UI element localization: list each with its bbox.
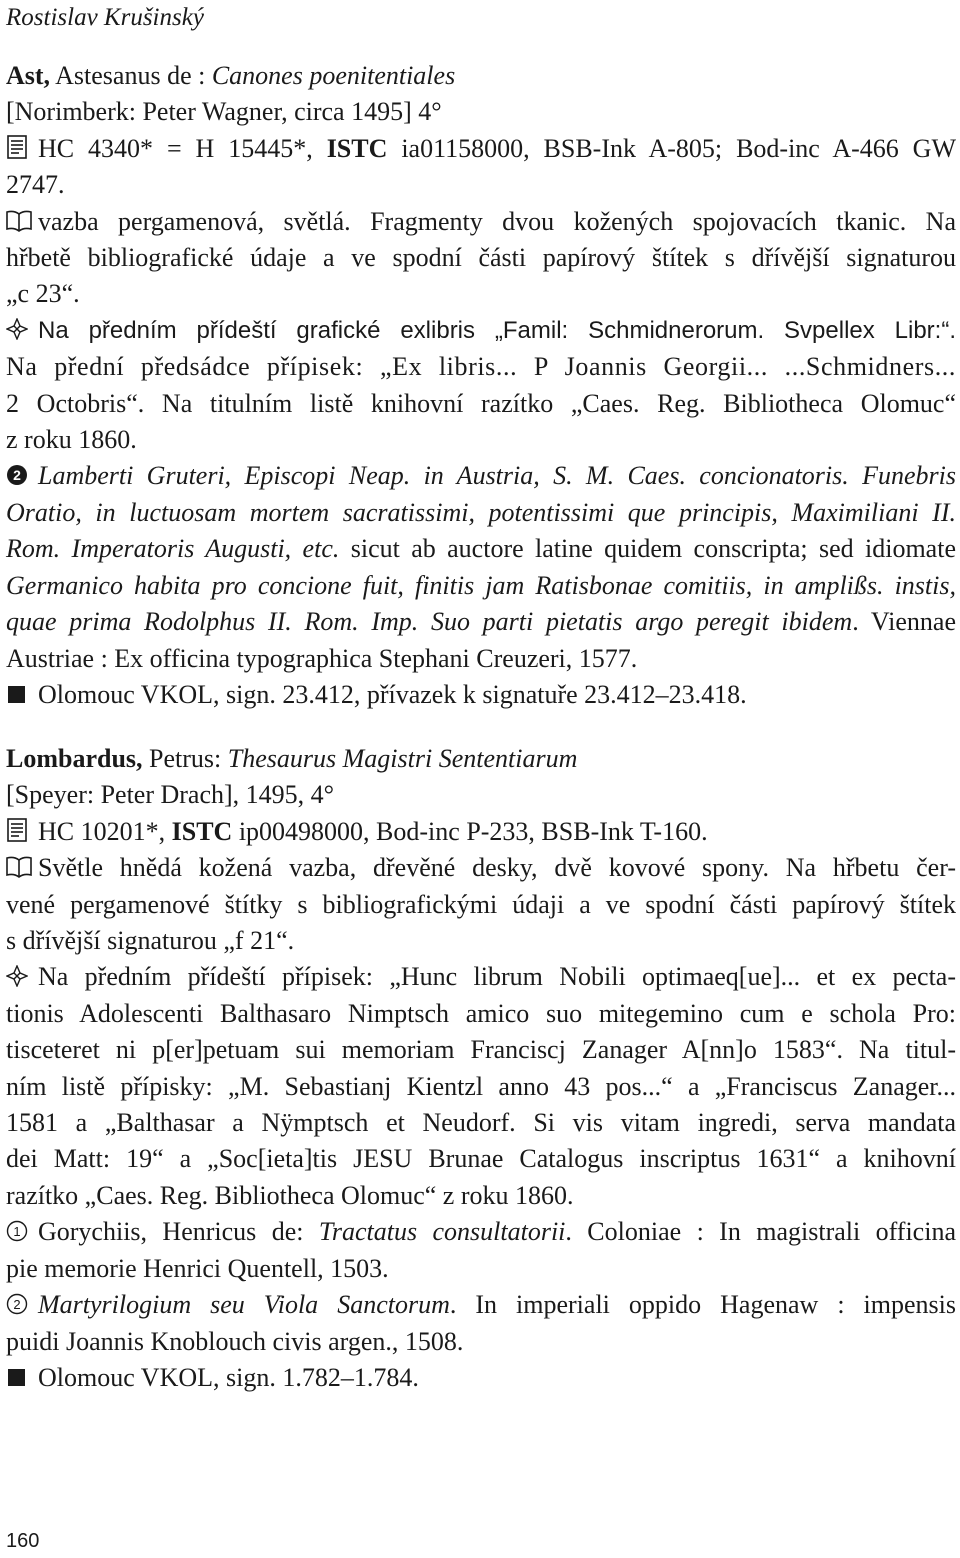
convolute-line: quae prima Rodolphus II. Rom. Imp. Suo parti pietatis argo peregit ibidem. Viennae [6,607,956,637]
shelfmark-line: Olomouc VKOL, sign. 23.412, přívazek k signatuře 23.412–23.418. [6,677,956,713]
entry-author: Ast, [6,61,51,90]
convolute-line: pie memorie Henrici Quentell, 1503. [6,1253,389,1283]
entry-heading: Ast, Astesanus de : Canones poenitentiales [6,61,456,90]
circled-digit-two-outline-icon [6,1293,32,1315]
catalog-entry-lombardus [6,741,956,1396]
entry-author: Lombardus, [6,744,143,773]
running-header-author: Rostislav Krušinský [6,4,204,31]
binding-line: vazba pergamenová, světlá. Fragmenty dvou kožených spojovacích tkanic. Na [6,204,956,240]
binding-line: Světle hnědá kožená vazba, dřevěné desky, dvě kovové spony. Na hřbetu čer- [6,850,956,886]
open-book-icon [6,210,32,232]
bibliography-line: HC 4340* = H 15445*, ISTC ia01158000, BSB-Ink A-805; Bod-inc A-466 GW [6,131,956,167]
provenance-line: ním listě přípisky: „M. Sebastianj Kientzl anno 43 pos...“ a „Franciscus Zanager... [6,1071,956,1101]
convolute-line: 2 Martyrilogium seu Viola Sanctorum. In imperiali oppido Hagenaw : impensis [6,1287,956,1323]
entry-heading: Lombardus, Petrus: Thesaurus Magistri Sententiarum [6,744,578,773]
provenance-line: Na přední předsádce přípisek: „Ex libris... P Joannis Georgii... ...Schmidners... [6,352,956,382]
shelfmark-line: Olomouc VKOL, sign. 1.782–1.784. [6,1360,956,1396]
provenance-line: 1581 a „Balthasar a Nÿmptsch et Neudorf. Si vis vitam ingredi, serva mandata [6,1108,956,1138]
circled-digit-two-icon [6,464,32,486]
convolute-line: Germanico habita pro concione fuit, finitis jam Ratisbonae comitiis, in amplißs. instis, [6,570,956,600]
provenance-line: dei Matt: 19“ a „Soc[ieta]tis JESU Brunae Catalogus inscriptus 1631“ a knihovní [6,1144,956,1174]
black-square-icon [6,1366,32,1388]
page-number: 160 [6,1530,40,1552]
open-book-icon [6,856,32,878]
svg-text:1: 1 [13,1224,21,1240]
entry-title: Tractatus consultatorii [318,1217,566,1247]
provenance-line: Na předním přídeští přípisek: „Hunc librum Nobili optimaeq[ue]... et ex pecta- [6,959,956,995]
diamond-ornament-icon [6,318,32,340]
imprint-line: [Speyer: Peter Drach], 1495, 4° [6,780,335,810]
svg-text:2: 2 [13,1297,21,1313]
provenance-line: tionis Adolescenti Balthasaro Nimptsch amico suo mitegemino cum e schola Pro: [6,998,956,1028]
binding-line: hřbetě bibliografické údaje a ve spodní části papírový štítek s dřívější signaturou [6,243,956,273]
provenance-line: Na předním přídeští grafické exlibris „Famil: Schmidnerorum. Svpellex Libr:“. [6,313,956,349]
provenance-line: tisceteret ni p[er]petuam sui memoriam Franciscj Zanager A[nn]o 1583“. Na titul- [6,1035,956,1065]
diamond-ornament-icon [6,965,32,987]
binding-line: s dřívější signaturou „f 21“. [6,926,295,956]
binding-line: vené pergamenové štítky s bibliografickými údaji a ve spodní části papírový štítek [6,889,956,919]
convolute-line: puidi Joannis Knoblouch civis argen., 1508. [6,1326,464,1356]
bibliography-line-end: 2747. [6,170,65,200]
provenance-line: 2 Octobris“. Na titulním listě knihovní razítko „Caes. Reg. Bibliotheca Olomuc“ [6,388,956,418]
convolute-line: 1 Gorychiis, Henricus de: Tractatus consultatorii. Coloniae : In magistrali officina [6,1214,956,1250]
provenance-line: razítko „Caes. Reg. Bibliotheca Olomuc“ z roku 1860. [6,1180,574,1210]
black-square-icon [6,683,32,705]
svg-text:2: 2 [13,467,21,484]
bibliography-icon [6,818,32,842]
catalog-entry-ast [6,58,956,713]
entry-title: Canones poenitentiales [211,61,456,90]
imprint-line: [Norimberk: Peter Wagner, circa 1495] 4° [6,97,442,127]
convolute-line: 2 Lamberti Gruteri, Episcopi Neap. in Austria, S. M. Caes. concionatoris. Funebris [6,458,956,494]
convolute-line: Austriae : Ex officina typographica Stephani Creuzeri, 1577. [6,643,638,673]
binding-line: „c 23“. [6,279,80,309]
provenance-line: z roku 1860. [6,425,137,455]
bibliography-line: HC 10201*, ISTC ip00498000, Bod-inc P-233, BSB-Ink T-160. [6,814,956,850]
bibliography-icon [6,135,32,159]
entry-title: Thesaurus Magistri Sententiarum [227,744,578,773]
convolute-line: Oratio, in luctuosam mortem sacratissimi, potentissimi que principis, Maximiliani II. [6,497,956,527]
circled-digit-one-icon [6,1220,32,1242]
entry-title: Martyrilogium seu Viola Sanctorum [38,1290,450,1320]
convolute-line: Rom. Imperatoris Augusti, etc. sicut ab auctore latine quidem conscripta; sed idiomate [6,534,956,564]
